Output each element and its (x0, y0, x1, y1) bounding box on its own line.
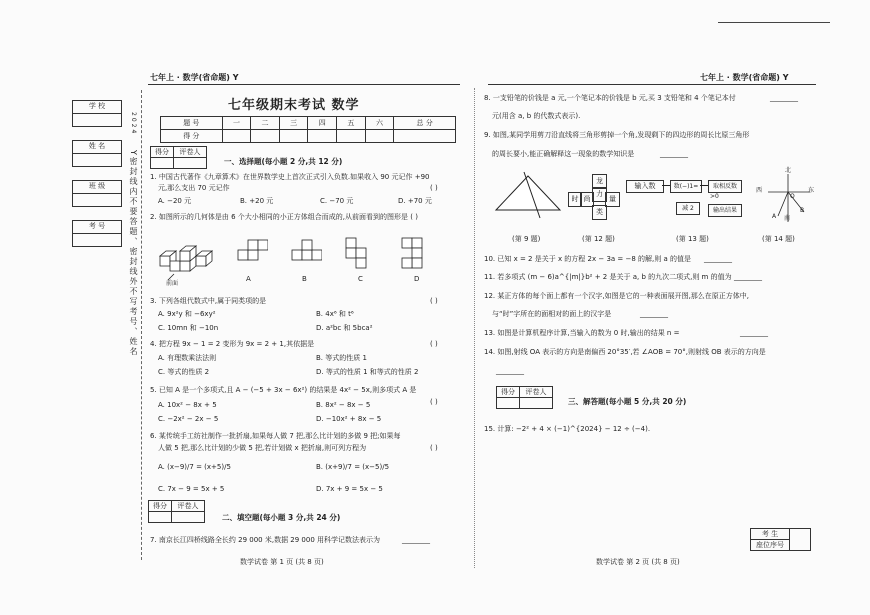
score-table (160, 116, 456, 143)
class-label: 班 级 (72, 180, 122, 194)
q11-text: 11. 若多项式 (m − 6)a^{|m|}b² + 2 是关于 a, b 的九次二项式,则 m 的值为 (484, 273, 732, 281)
compass-east-label: 东 (808, 187, 815, 194)
name-label: 姓 名 (72, 140, 122, 154)
footer-left: 数学试卷 第 1 页 (共 8 页) (240, 558, 324, 566)
q10-answer-blank[interactable]: ________ (704, 255, 732, 263)
flow-op1: 数(−)1= (670, 180, 702, 193)
q1-option-a[interactable]: A. −20 元 (158, 197, 192, 205)
score-cell[interactable] (365, 130, 394, 143)
fig13-caption: (第 13 题) (676, 235, 709, 243)
class-field[interactable] (72, 192, 122, 207)
score-cell[interactable] (394, 130, 456, 143)
q6-option-a[interactable]: A. (x−9)/7 = (x+5)/5 (158, 463, 231, 471)
grader-score-label: 得分 (151, 147, 174, 158)
q7-text: 7. 南京长江四桥线路全长约 29 000 米,数据 29 000 用科学记数法表示为 (150, 536, 381, 544)
flow-op2: 取相反数 (708, 180, 742, 193)
seat-number-box (750, 528, 811, 551)
score-cell[interactable] (222, 130, 251, 143)
q3-paren[interactable]: ( ) (430, 297, 438, 305)
grader-score-cell[interactable] (497, 398, 520, 409)
q3-text: 3. 下列各组代数式中,属于同类项的是 (150, 297, 267, 305)
q2-letter-a: A (246, 275, 251, 283)
q6-text-2: 人做 5 把,那么比计划的少做 5 把,若计划做 x 把折扇,则可列方程为 (158, 444, 367, 452)
net-face: 时 (568, 192, 582, 207)
q4-text: 4. 把方程 9x − 1 = 2 变形为 9x = 2 + 1,其依据是 (150, 340, 315, 348)
q7-answer-blank[interactable]: ________ (402, 536, 430, 544)
page-header-left: 七年上 · 数学(省命题) Y (150, 73, 239, 82)
exam-title: 七年级期末考试 数学 (228, 98, 360, 113)
score-cell[interactable] (337, 130, 366, 143)
school-field[interactable] (72, 112, 122, 127)
grader-score-cell[interactable] (151, 158, 174, 169)
q12-answer-blank[interactable]: ________ (640, 310, 668, 318)
q13-text: 13. 如图是计算机程序计算,当输入的数为 0 时,输出的结果 n = (484, 329, 680, 337)
grader-score-label: 得分 (497, 387, 520, 398)
q4-option-b[interactable]: B. 等式的性质 1 (316, 354, 367, 362)
q10-text: 10. 已知 x = 2 是关于 x 的方程 2x − 3a = −8 的解,则 a 的值是 (484, 255, 692, 263)
net-face: 力 (592, 187, 607, 202)
q8-text: 8. 一支铅笔的价钱是 a 元,一个笔记本的价钱是 b 元,买 3 支铅笔和 4 个笔记本付 (484, 94, 736, 102)
header-rule-right (488, 84, 816, 85)
q6-option-c[interactable]: C. 7x − 9 = 5x + 5 (158, 485, 225, 493)
q3-option-d[interactable]: D. a²bc 和 5bca² (316, 324, 373, 332)
score-cell[interactable] (279, 130, 308, 143)
q9-text: 9. 如图,某同学用剪刀沿直线将三角形剪掉一个角,发现剩下的四边形的周长比原三角形 (484, 131, 750, 139)
q4-option-d[interactable]: D. 等式的性质 1 和等式的性质 2 (316, 368, 419, 376)
q9-triangle-figure (494, 170, 562, 220)
section-2-title: 二、填空题(每小题 3 分,共 24 分) (222, 513, 341, 522)
q5-option-a[interactable]: A. 10x² − 8x + 5 (158, 401, 217, 409)
q2-text: 2. 如图所示的几何体是由 6 个大小相同的小正方体组合而成的,从前面看到的图形是 ( ) (150, 213, 418, 221)
seat-label-2: 座位序号 (751, 540, 790, 551)
q2-letter-c: C (358, 275, 363, 283)
fig12-caption: (第 12 题) (582, 235, 615, 243)
q13-answer-blank[interactable]: ________ (740, 329, 768, 337)
score-cell[interactable] (251, 130, 280, 143)
q1-text: 1. 中国古代著作《九章算术》在世界数学史上首次正式引入负数.如果收入 90 元记作 +90 (150, 173, 430, 181)
grader-reviewer-label: 评卷人 (174, 147, 207, 158)
grader-reviewer-cell[interactable] (520, 398, 553, 409)
q4-paren[interactable]: ( ) (430, 340, 438, 348)
q14-answer-blank[interactable]: ________ (496, 367, 524, 375)
school-label: 学 校 (72, 100, 122, 114)
seat-label-1: 考 生 (751, 529, 790, 540)
net-face: 类 (592, 205, 607, 220)
seal-line (141, 90, 142, 560)
q8-answer-blank[interactable]: ________ (770, 94, 798, 102)
exam-no-label: 考 号 (72, 220, 122, 234)
score-table-header-cell: 总 分 (394, 117, 456, 130)
grader-score-label: 得分 (149, 501, 172, 512)
score-table-header-cell: 一 (222, 117, 251, 130)
q2-front-label: 前面 (166, 280, 179, 287)
score-table-row-label: 得 分 (161, 130, 223, 143)
page-divider (474, 88, 475, 568)
q1-option-d[interactable]: D. +70 元 (398, 197, 432, 205)
grader-box-3 (496, 386, 553, 409)
fig14-caption: (第 14 题) (762, 235, 795, 243)
q2-option-d-figure[interactable] (400, 236, 432, 270)
grader-reviewer-label: 评卷人 (520, 387, 553, 398)
q6-paren[interactable]: ( ) (430, 444, 438, 452)
compass-b-label: B (800, 207, 805, 214)
q2-solid-figure (156, 236, 218, 282)
q13-flowchart (626, 176, 776, 228)
q2-option-a-figure[interactable] (236, 238, 268, 270)
compass-o-label: O (790, 193, 795, 200)
compass-a-label: A (772, 213, 777, 220)
flow-arrow (700, 185, 708, 186)
q3-option-c[interactable]: C. 10mn 和 −10n (158, 324, 219, 332)
q12-text: 12. 某正方体的每个面上都有一个汉字,如图是它的一种表面展开图,那么在原正方体中, (484, 292, 750, 300)
q8-text-2: 元(用含 a, b 的代数式表示). (492, 112, 581, 120)
page-header-right: 七年上 · 数学(省命题) Y (700, 73, 789, 82)
flow-arrow (662, 185, 670, 186)
q1-paren[interactable]: ( ) (430, 184, 438, 192)
score-table-header-cell: 三 (279, 117, 308, 130)
q1-text-2: 元,那么支出 70 元记作 (158, 184, 230, 192)
flow-compare: >0 (710, 193, 719, 200)
q11-answer-blank[interactable]: ________ (734, 273, 762, 281)
q2-option-c-figure[interactable] (344, 236, 376, 270)
grader-reviewer-cell[interactable] (174, 158, 207, 169)
name-field[interactable] (72, 152, 122, 167)
section-1-title: 一、选择题(每小题 2 分,共 12 分) (224, 157, 343, 166)
q5-option-d[interactable]: D. −10x² + 8x − 5 (316, 415, 382, 423)
grader-reviewer-label: 评卷人 (172, 501, 205, 512)
compass-south-label: 南 (784, 215, 791, 222)
q4-option-c[interactable]: C. 等式的性质 2 (158, 368, 210, 376)
q15-answer-area[interactable] (484, 440, 814, 528)
score-table-header-cell: 二 (251, 117, 280, 130)
score-table-header-cell: 题 号 (161, 117, 223, 130)
header-rule-left (148, 84, 460, 85)
compass-north-label: 北 (785, 167, 792, 174)
q3-option-a[interactable]: A. 9x²y 和 −6xy² (158, 310, 216, 318)
grader-box-2 (148, 500, 205, 523)
q12-text-2: 与“时”字所在的面相对的面上的汉字是 (492, 310, 612, 318)
seat-number-cell[interactable] (790, 529, 811, 551)
q5-text: 5. 已知 A 是一个多项式,且 A − (−5 + 3x − 6x²) 的结果是 4x² − 5x,则多项式 A 是 (150, 386, 417, 394)
flow-output: 输出结果 (708, 204, 742, 217)
q3-option-b[interactable]: B. 4x⁶ 和 t⁶ (316, 310, 354, 318)
q1-option-c[interactable]: C. −70 元 (320, 197, 354, 205)
score-table-header-cell: 四 (308, 117, 337, 130)
net-face: 量 (605, 192, 620, 207)
q5-paren[interactable]: ( ) (430, 398, 438, 406)
seal-text: Y密封线内不要答题、密封线外不写考号、姓名 (129, 150, 138, 357)
q6-text: 6. 某传统手工纺社制作一批折扇,如果每人做 7 把,那么比计划的多做 9 把;如果每 (150, 432, 401, 440)
top-rule (718, 22, 830, 23)
flow-input: 输入数 (626, 180, 664, 193)
flow-op3: 减 2 (676, 202, 700, 215)
grader-reviewer-cell[interactable] (172, 512, 205, 523)
q5-option-c[interactable]: C. −2x² − 2x − 5 (158, 415, 219, 423)
score-cell[interactable] (308, 130, 337, 143)
q6-option-d[interactable]: D. 7x + 9 = 5x − 5 (316, 485, 383, 493)
q14-text: 14. 如图,射线 OA 表示的方向是南偏西 20°35′,若 ∠AOB = 70°,则射线 OB 表示的方向是 (484, 348, 766, 356)
q15-text: 15. 计算: −2² + 4 × (−1)^{2024} − 12 ÷ (−4). (484, 425, 651, 433)
score-table-header-cell: 六 (365, 117, 394, 130)
q5-option-b[interactable]: B. 8x² − 8x − 5 (316, 401, 371, 409)
q9-text-2: 的周长要小,能正确解释这一现象的数学知识是 (492, 150, 635, 158)
grader-box-1 (150, 146, 207, 169)
year-text: 2024 (130, 112, 137, 136)
q2-letter-d: D (414, 275, 420, 283)
score-table-header-cell: 五 (337, 117, 366, 130)
net-face: 尚 (580, 192, 594, 207)
fig9-caption: (第 9 题) (512, 235, 541, 243)
section-3-title: 三、解答题(每小题 5 分,共 20 分) (568, 397, 687, 406)
q9-answer-blank[interactable]: ________ (660, 150, 688, 158)
exam-no-field[interactable] (72, 232, 122, 247)
q1-option-b[interactable]: B. +20 元 (240, 197, 274, 205)
grader-score-cell[interactable] (149, 512, 172, 523)
q6-option-b[interactable]: B. (x+9)/7 = (x−5)/5 (316, 463, 390, 471)
footer-right: 数学试卷 第 2 页 (共 8 页) (596, 558, 680, 566)
net-face: 龙 (592, 174, 607, 189)
q4-option-a[interactable]: A. 有理数乘法法则 (158, 354, 217, 362)
q2-option-b-figure[interactable] (290, 238, 322, 270)
compass-west-label: 西 (756, 187, 763, 194)
q2-letter-b: B (302, 275, 307, 283)
